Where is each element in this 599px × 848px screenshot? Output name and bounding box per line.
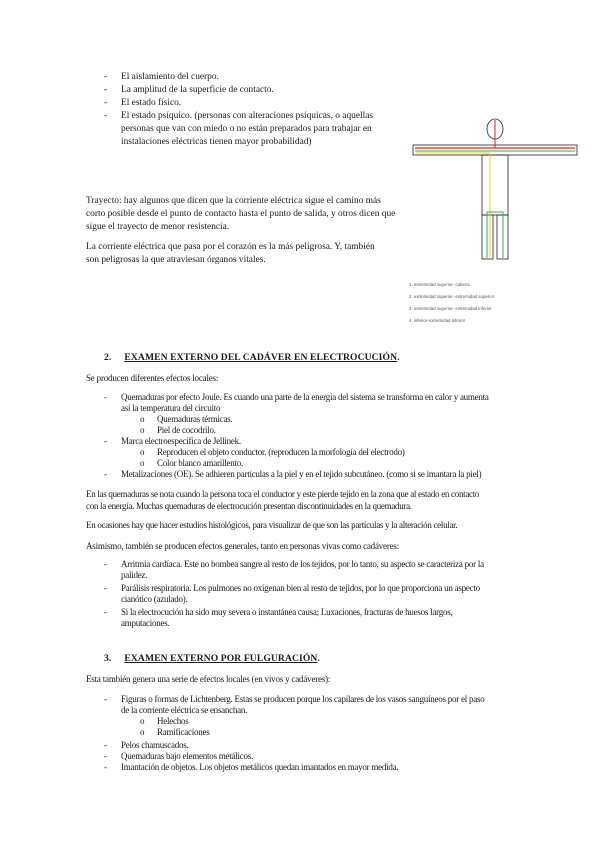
section-2-intro: Se producen diferentes efectos locales: xyxy=(86,373,219,383)
list-item-continuation: personas que van con miedo o no están preparados para trabajar en xyxy=(121,124,372,134)
corazon-paragraph xyxy=(86,241,375,267)
list-item-continuation: instalaciones eléctricas tienen mayor probabilidad) xyxy=(121,137,312,147)
text-line: con la energía. Muchas quemaduras de electrocución presentan discontinuidades en la quemadura. xyxy=(86,501,412,511)
section-number: 2. xyxy=(104,352,112,363)
list-item: - La amplitud de la superficie de contacto. xyxy=(104,85,274,95)
legend-item: 3. extremidad superior- extremidad inferior xyxy=(409,306,492,311)
section-2-paragraph-1 xyxy=(86,488,479,512)
text-line: Trayecto: hay algunos que dicen que la corriente eléctrica sigue el camino más xyxy=(86,196,381,206)
section-2-heading xyxy=(104,351,400,364)
torso-outline xyxy=(482,155,508,215)
text-line: En las quemaduras se nota cuando la persona toca el conductor y este pierde tejido en la zona que al estado en contacto xyxy=(86,489,480,499)
legend-item: 2. extremidad superior- extremidad superior xyxy=(409,294,495,299)
body-current-path-figure xyxy=(410,112,580,292)
section-number: 3. xyxy=(104,653,112,664)
trayecto-paragraph xyxy=(86,195,395,234)
path-line-yellow xyxy=(416,153,490,257)
intro-bullet-list xyxy=(104,71,404,149)
text-line: son peligrosas la que atraviesan órganos vitales. xyxy=(86,255,266,265)
section-title: EXAMEN EXTERNO POR FULGURACIÓN xyxy=(124,653,318,664)
list-item: - El aislamiento del cuerpo. xyxy=(104,72,219,82)
text-line: corto posible desde el punto de contacto hasta el punto de salida, y otros dicen que xyxy=(86,209,396,219)
section-title-period: . xyxy=(317,653,320,664)
text-line: sigue el trayecto de menor resistencia. xyxy=(86,222,230,232)
list-item: - El estado físico. xyxy=(104,98,182,108)
section-title: EXAMEN EXTERNO DEL CADÁVER EN ELECTROCUCIÓN xyxy=(124,352,398,363)
figure-legend xyxy=(409,282,494,330)
text-line: La corriente eléctrica que pasa por el corazón es la más peligrosa. Y, también xyxy=(86,242,375,252)
path-line-legs xyxy=(487,212,503,258)
section-2-paragraph-3: Asimismo, también se producen efectos generales, tanto en personas vivas como cadáveres: xyxy=(86,541,400,551)
section-3-heading xyxy=(104,652,320,665)
list-item: - El estado psíquico. (personas con alteraciones psíquicas, o aquellas xyxy=(104,111,374,121)
legend-item: 1. extremidad superior- cabeza xyxy=(409,282,470,287)
legend-item: 4. inferior-extremidad inferior xyxy=(409,318,466,323)
section-2-paragraph-2: En ocasiones hay que hacer estudios histológicos, para visualizar de que son las partículas y la alteración celular. xyxy=(86,520,458,530)
section-3-intro: Esta también genera una serie de efectos locales (en vivos y cadáveres): xyxy=(86,674,331,684)
section-title-period: . xyxy=(397,352,400,363)
